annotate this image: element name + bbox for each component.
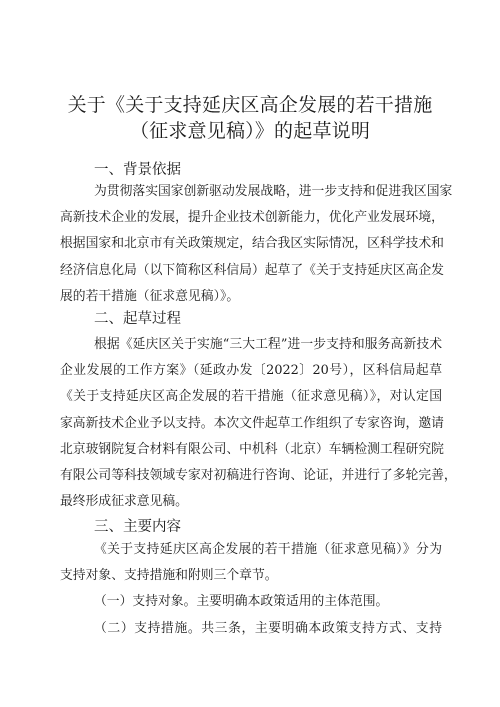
section-body-drafting-process	[60, 332, 457, 515]
section-body-background	[60, 179, 453, 310]
section-heading-main-content: 三、主要内容	[94, 519, 181, 535]
paragraph-line: 家高新技术企业予以支持。本次文件起草工作组织了专家咨询，邀请	[60, 415, 444, 431]
paragraph-line: 根据国家和北京市有关政策规定，结合我区实际情况，区科学技术和	[60, 236, 444, 252]
paragraph-line: 企业发展的工作方案》（延政办发〔2022〕20号），区科信局起草	[60, 363, 442, 379]
paragraph-line: （一）支持对象。主要明确本政策适用的主体范围。	[94, 594, 389, 610]
paragraph-line: （二）支持措施。共三条，主要明确本政策支持方式、支持	[94, 620, 442, 636]
paragraph-line: 高新技术企业的发展，提升企业技术创新能力，优化产业发展环境，	[60, 210, 444, 226]
paragraph-line: 支持对象、支持措施和附则三个章节。	[60, 568, 278, 584]
document-title-line-2: （征求意见稿）》的起草说明	[129, 120, 371, 142]
paragraph-line: 《关于支持延庆区高企发展的若干措施（征求意见稿）》，对认定国	[60, 389, 442, 405]
section-heading-background: 一、背景依据	[94, 162, 181, 178]
section-heading-drafting-process: 二、起草过程	[94, 311, 181, 327]
paragraph-line: 为贯彻落实国家创新驱动发展战略，进一步支持和促进我区国家	[94, 184, 453, 199]
paragraph-line: 最终形成征求意见稿。	[60, 494, 188, 510]
paragraph-line: 《关于支持延庆区高企发展的若干措施（征求意见稿）》分为	[94, 542, 442, 557]
document-title-line-1: 关于《关于支持延庆区高企发展的若干措施	[67, 94, 433, 116]
paragraph-line: 有限公司等科技领域专家对初稿进行咨询、论证，并进行了多轮完善，	[60, 467, 457, 483]
paragraph-line: 经济信息化局（以下简称区科信局）起草了《关于支持延庆区高企发	[60, 262, 444, 278]
section-body-main-content	[60, 537, 442, 642]
paragraph-line: 展的若干措施（征求意见稿）》。	[60, 288, 240, 304]
paragraph-line: 根据《延庆区关于实施“三大工程”进一步支持和服务高新技术	[94, 337, 442, 352]
paragraph-line: 北京玻钢院复合材料有限公司、中机科（北京）车辆检测工程研究院	[60, 441, 444, 457]
